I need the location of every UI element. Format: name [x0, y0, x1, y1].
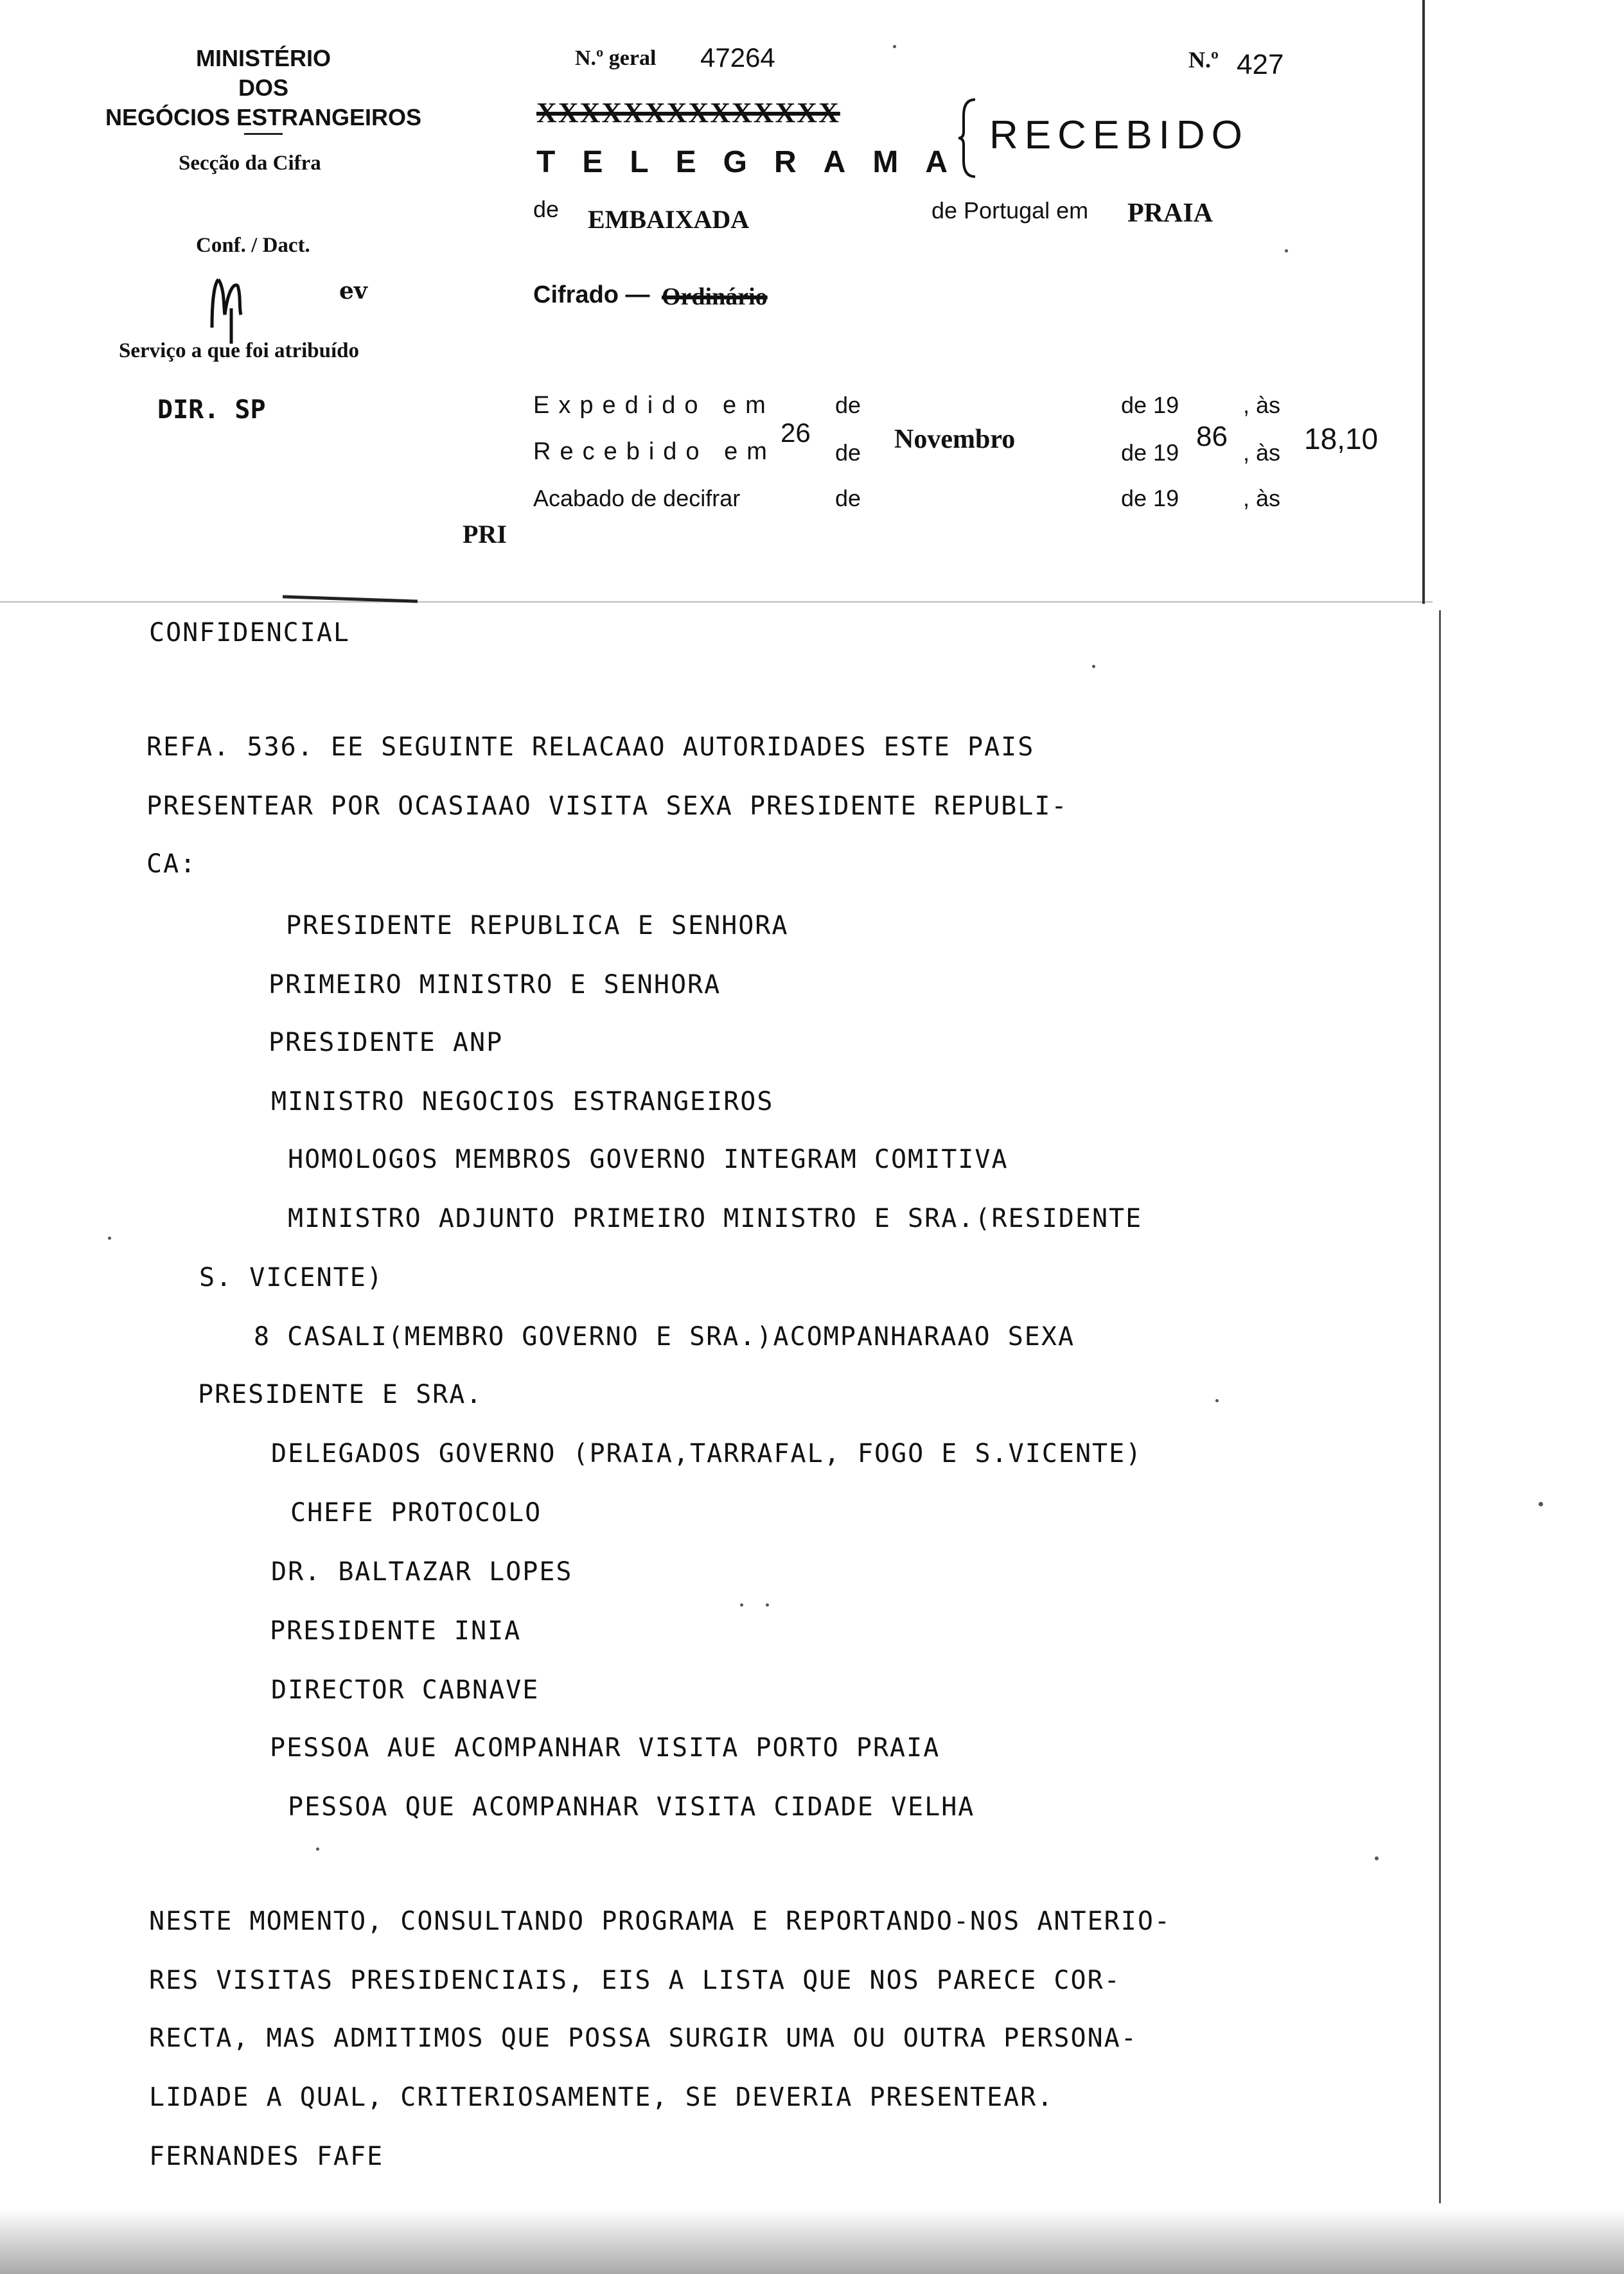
number-value: 427: [1237, 49, 1284, 80]
closing-line-2: RES VISITAS PRESIDENCIAIS, EIS A LISTA QUE NOS PARECE COR-: [149, 1966, 1121, 1995]
geral-label: N.º geral: [575, 46, 657, 70]
recebido-as: , às: [1243, 439, 1281, 466]
number-label: N.º: [1188, 47, 1219, 73]
ministry-line-1: MINISTÉRIO: [195, 45, 331, 71]
recebido-de19: de 19: [1121, 439, 1179, 466]
pri-mark: PRI: [463, 520, 507, 549]
cipher-struck: Ordinário: [662, 283, 768, 310]
list-item: MINISTRO NEGOCIOS ESTRANGEIROS: [271, 1087, 774, 1116]
expedido-de: de: [835, 392, 861, 418]
ministry-name-block: [71, 44, 456, 132]
list-item: PRESIDENTE ANP: [269, 1028, 504, 1057]
closing-line-4: LIDADE A QUAL, CRITERIOSAMENTE, SE DEVERIA PRESENTEAR.: [149, 2083, 1054, 2112]
ministry-underline: [244, 133, 283, 135]
telegram-word: TELEGRAMA: [536, 145, 975, 179]
service-value: DIR. SP: [157, 395, 266, 425]
handwritten-initials-icon: [206, 270, 263, 347]
recebido-time: 18,10: [1304, 422, 1379, 455]
conf-dact-label: Conf. / Dact.: [196, 234, 310, 257]
scan-speck: [1539, 1502, 1543, 1506]
portugal-city: PRAIA: [1127, 198, 1213, 228]
received-word: RECEBIDO: [989, 113, 1249, 157]
recebido-label: Recebido em: [533, 438, 776, 465]
signature: FERNANDES FAFE: [149, 2142, 384, 2171]
scan-speck: [1285, 249, 1288, 252]
paper-edge-right: [1439, 610, 1441, 2203]
scan-speck: [893, 45, 896, 48]
intro-line-1: REFA. 536. EE SEGUINTE RELACAAO AUTORIDADES ESTE PAIS: [146, 732, 1035, 762]
scan-speck: [1092, 665, 1095, 668]
struck-header-line: XXXXXXXXXXXXXX: [536, 97, 840, 128]
list-item: CHEFE PROTOCOLO: [290, 1498, 542, 1528]
list-item: PRESIDENTE REPUBLICA E SENHORA: [286, 911, 789, 940]
closing-line-3: RECTA, MAS ADMITIMOS QUE POSSA SURGIR UMA OU OUTRA PERSONA-: [149, 2023, 1138, 2053]
scan-speck: [108, 1237, 111, 1240]
paper-edge-top: [1422, 0, 1425, 604]
list-item: DELEGADOS GOVERNO (PRAIA,TARRAFAL, FOGO E S.VICENTE): [271, 1439, 1143, 1468]
recebido-year: 86: [1196, 421, 1228, 452]
expedido-de19: de 19: [1121, 392, 1179, 418]
expedido-as: , às: [1243, 392, 1281, 418]
list-item: HOMOLOGOS MEMBROS GOVERNO INTEGRAM COMITIVA: [288, 1145, 1009, 1174]
ministry-line-3: NEGÓCIOS ESTRANGEIROS: [105, 104, 422, 130]
classification-label: CONFIDENCIAL: [149, 618, 350, 648]
acabado-de: de: [835, 485, 861, 511]
ministry-line-2: DOS: [238, 75, 288, 101]
recebido-day: 26: [781, 418, 811, 448]
scan-speck: [740, 1603, 743, 1607]
section-label: Secção da Cifra: [179, 152, 321, 175]
scan-speck: [1375, 1856, 1379, 1860]
acabado-de19: de 19: [1121, 485, 1179, 511]
header-separator: [0, 601, 1433, 603]
scan-speck: [766, 1603, 769, 1607]
geral-number: 47264: [700, 42, 775, 73]
acabado-as: , às: [1243, 485, 1281, 511]
intro-line-2: PRESENTEAR POR OCASIAAO VISITA SEXA PRESIDENTE REPUBLI-: [146, 791, 1068, 821]
closing-line-1: NESTE MOMENTO, CONSULTANDO PROGRAMA E REPORTANDO-NOS ANTERIO-: [149, 1907, 1172, 1936]
list-item: 8 CASALI(MEMBRO GOVERNO E SRA.)ACOMPANHARAAO SEXA: [254, 1322, 1075, 1352]
brace-icon: [956, 96, 982, 180]
list-item: DR. BALTAZAR LOPES: [271, 1557, 573, 1587]
scan-shadow-bottom: [0, 2210, 1624, 2274]
scan-speck: [1215, 1399, 1219, 1402]
acabado-label: Acabado de decifrar: [533, 485, 741, 511]
scan-speck: [316, 1847, 319, 1851]
list-item: S. VICENTE): [199, 1263, 384, 1292]
list-item: MINISTRO ADJUNTO PRIMEIRO MINISTRO E SRA.(RESIDENTE: [288, 1204, 1143, 1233]
intro-line-3: CA:: [146, 849, 197, 879]
list-item: PRESIDENTE INIA: [270, 1616, 522, 1646]
from-label: de: [533, 196, 560, 222]
recebido-de: de: [835, 439, 861, 466]
expedido-label: Expedido em: [533, 392, 775, 419]
recebido-month: Novembro: [894, 425, 1016, 454]
list-item: DIRECTOR CABNAVE: [271, 1675, 540, 1705]
list-item: PRESIDENTE E SRA.: [198, 1380, 483, 1409]
cipher-label: Cifrado —: [533, 281, 650, 308]
portugal-label: de Portugal em: [931, 197, 1089, 224]
list-item: PRIMEIRO MINISTRO E SENHORA: [269, 970, 721, 1000]
service-label: Serviço a que foi atribuído: [119, 339, 360, 362]
list-item: PESSOA AUE ACOMPANHAR VISITA PORTO PRAIA: [270, 1733, 940, 1763]
conf-initials: ev: [339, 278, 367, 304]
from-value: EMBAIXADA: [588, 205, 750, 234]
list-item: PESSOA QUE ACOMPANHAR VISITA CIDADE VELHA: [288, 1792, 975, 1822]
